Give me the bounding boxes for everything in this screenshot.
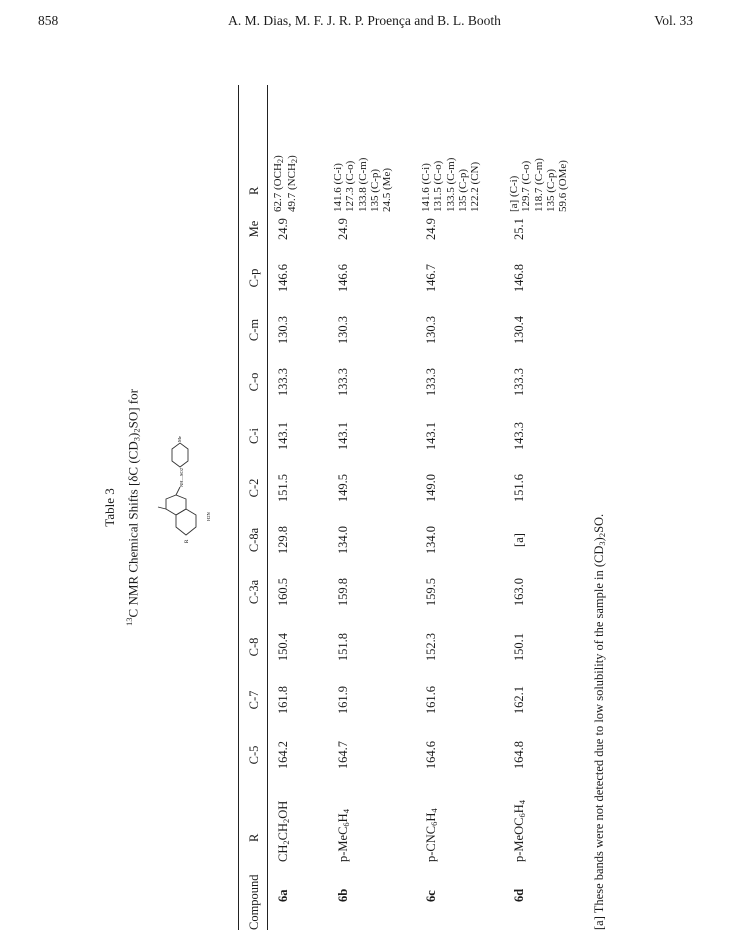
column-header: Compound — [247, 874, 261, 930]
table-top-rule — [238, 85, 239, 930]
shift-cell-c3a: 159.8 — [336, 577, 350, 607]
shift-cell-me: 24.9 — [276, 218, 290, 240]
shift-cell-cm: 130.3 — [336, 315, 350, 345]
shift-cell-c8a: 134.0 — [424, 525, 438, 555]
shift-cell-ci: 143.1 — [336, 421, 350, 451]
carbonyl-bond — [158, 507, 166, 509]
shift-cell-co: 133.3 — [336, 367, 350, 397]
shift-cell-c3a: 163.0 — [512, 577, 526, 607]
shift-cell-co: 133.3 — [424, 367, 438, 397]
table-caption: $^{13}$C NMR Chemical Shifts [δC $(CD_3)_2SO$] for — [124, 389, 142, 626]
table-label: Table 3 — [102, 488, 117, 527]
shift-cell-cm: 130.3 — [424, 315, 438, 345]
shift-cell-c5: 164.2 — [276, 740, 290, 770]
nh-bond — [176, 487, 180, 495]
column-header: C-i — [247, 428, 261, 444]
column-header: R — [247, 833, 261, 842]
structure-sulfonyl-label: NH—SO2 — [179, 467, 184, 487]
shift-cell-c7: 161.8 — [276, 685, 290, 715]
column-header: R — [247, 186, 261, 195]
shift-cell-cm: 130.3 — [276, 315, 290, 345]
r-shift-cell: [a] (C-i) 129.7 (C-o) 118.7 (C-m) 135 (C-p) 59.6 (OMe) — [508, 158, 570, 212]
shift-cell-c5: 164.8 — [512, 740, 526, 770]
column-header: C-5 — [247, 745, 261, 765]
shift-cell-c7: 161.9 — [336, 685, 350, 715]
shift-cell-c7: 161.6 — [424, 685, 438, 715]
column-header: C-7 — [247, 690, 261, 710]
shift-cell-cp: 146.6 — [276, 263, 290, 293]
page-number: 858 — [38, 13, 59, 28]
shift-cell-c2: 149.0 — [424, 473, 438, 503]
shift-cell-c3a: 160.5 — [276, 577, 290, 607]
compound-cell: 6a — [276, 889, 290, 902]
r-shift-cell: 62.7 $(OCH_2)$ 49.7 $(NCH_2)$ — [272, 155, 300, 212]
structure-amine-label: H2N — [206, 512, 211, 521]
structure-r-label: R — [185, 539, 190, 543]
compound-cell: 6b — [336, 888, 350, 902]
shift-cell-c5: 164.6 — [424, 740, 438, 770]
substituent-cell: $p-CNC_6H_4$ — [424, 808, 439, 862]
fused-ring — [166, 495, 186, 515]
r-shift-cell: 141.6 (C-i) 127.3 (C-o) 133.8 (C-m) 135 (C-p) 24.5 (Me) — [332, 157, 394, 212]
aryl-ring — [172, 443, 188, 467]
shift-cell-cp: 146.6 — [336, 263, 350, 293]
shift-cell-cp: 146.8 — [512, 263, 526, 293]
column-header: C-8a — [247, 527, 261, 553]
shift-cell-c2: 149.5 — [336, 473, 350, 503]
shift-cell-c8: 151.8 — [336, 632, 350, 662]
shift-cell-c7: 162.1 — [512, 685, 526, 715]
r-shift-cell: 141.6 (C-i) 131.5 (C-o) 133.5 (C-m) 135 (C-p) 122.2 (CN) — [420, 157, 482, 212]
shift-cell-me: 25.1 — [512, 218, 526, 240]
table-footnote: [a] These bands were not detected due to low solubility of the sample in $(CD_3)_2SO$. — [592, 513, 607, 930]
substituent-cell: $p-MeC_6H_4$ — [336, 809, 351, 862]
column-header: C-p — [247, 268, 261, 288]
compound-cell: 6c — [424, 890, 438, 902]
shift-cell-c8a: 129.8 — [276, 525, 290, 555]
shift-cell-c3a: 159.5 — [424, 577, 438, 607]
shift-cell-me: 24.9 — [336, 218, 350, 240]
column-header: C-2 — [247, 478, 261, 498]
shift-cell-c5: 164.7 — [336, 740, 350, 770]
volume-label: Vol. 33 — [654, 13, 693, 28]
shift-cell-c2: 151.5 — [276, 473, 290, 503]
shift-cell-me: 24.9 — [424, 218, 438, 240]
substituent-cell: $p-MeOC_6H_4$ — [512, 800, 527, 862]
running-header-authors: A. M. Dias, M. F. J. R. P. Proença and B. L. Booth — [228, 13, 501, 28]
shift-cell-c8a: 134.0 — [336, 525, 350, 555]
rotated-table-block — [84, 85, 644, 930]
shift-cell-ci: 143.1 — [424, 421, 438, 451]
shift-cell-c8: 150.1 — [512, 632, 526, 662]
column-header: C-m — [247, 318, 261, 342]
table-header-rule — [267, 85, 268, 930]
column-header: Me — [247, 220, 261, 238]
shift-cell-ci: 143.3 — [512, 421, 526, 451]
substituent-cell: $CH_2CH_2OH$ — [276, 800, 291, 862]
shift-cell-co: 133.3 — [276, 367, 290, 397]
shift-cell-c8: 152.3 — [424, 632, 438, 662]
shift-cell-co: 133.3 — [512, 367, 526, 397]
shift-cell-c8: 150.4 — [276, 632, 290, 662]
shift-cell-c8a: [a] — [512, 533, 526, 547]
shift-cell-c2: 151.6 — [512, 473, 526, 503]
svg-text:Me: Me — [177, 436, 182, 442]
column-header: C-3a — [247, 579, 261, 605]
chemical-structure-diagram — [154, 435, 226, 545]
shift-cell-cp: 146.7 — [424, 263, 438, 293]
column-header: C-o — [247, 372, 261, 392]
shift-cell-cm: 130.4 — [512, 315, 526, 345]
shift-cell-ci: 143.1 — [276, 421, 290, 451]
compound-cell: 6d — [512, 888, 526, 902]
column-header: C-8 — [247, 637, 261, 657]
